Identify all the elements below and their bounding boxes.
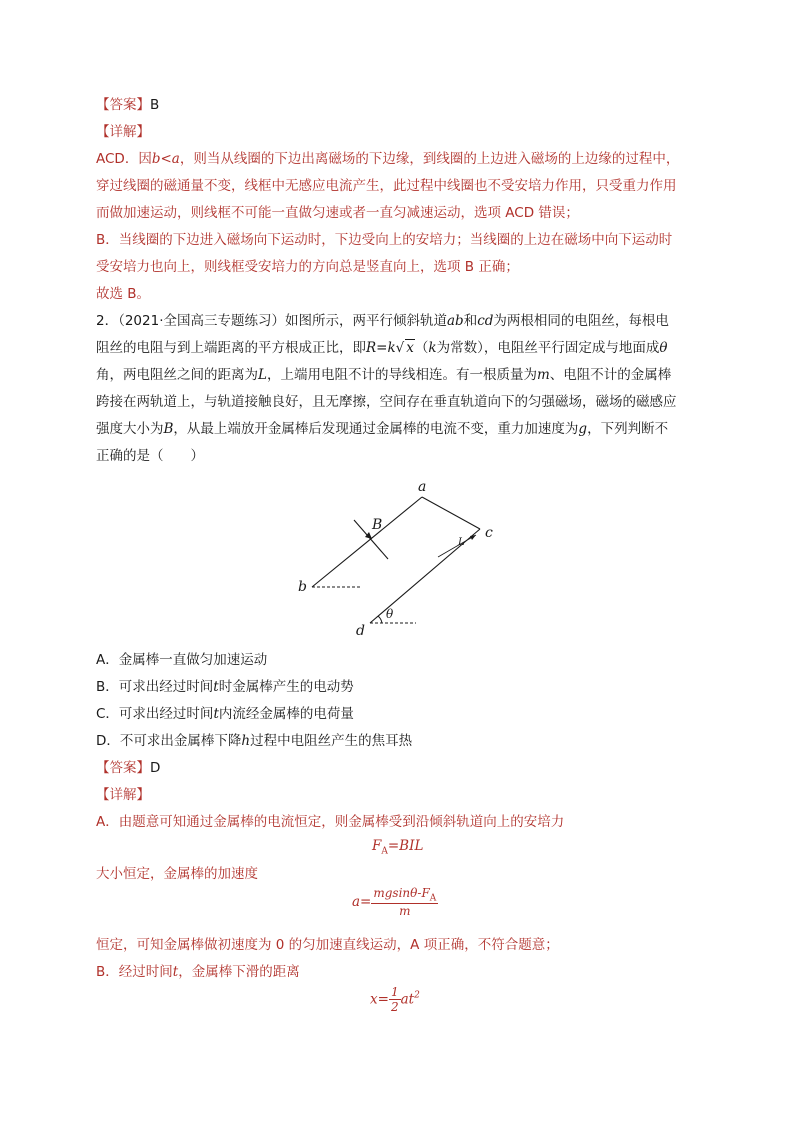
label-theta: θ xyxy=(386,607,394,621)
dimension-line-L xyxy=(438,535,476,557)
angle-arc xyxy=(378,616,382,623)
label-d: d xyxy=(356,623,365,639)
rail-diagram xyxy=(290,475,493,640)
rail-ab xyxy=(312,497,422,587)
label-L: L xyxy=(458,537,465,548)
q1-detail-line-2: 穿过线圈的磁通量不变，线框中无感应电流产生，此过程中线圈也不受安培力作用，只受重力作用 xyxy=(96,178,677,194)
equation-distance: x= $\frac{1}{2}$ $at^2$ xyxy=(370,985,420,1014)
q1-detail-line-3: 而做加速运动，则线框不可能一直做匀速或者一直匀减速运动，选项 ACD 错误； xyxy=(96,205,579,221)
q2-stem-line-4: 跨接在两轨道上，与轨道接触良好，且无摩擦，空间存在垂直轨道向下的匀强磁场，磁场的磁感应 xyxy=(96,394,677,410)
q2-answer xyxy=(96,758,160,778)
option-a: A．金属棒一直做匀加速运动 xyxy=(96,652,268,668)
option-c: C．可求出经过时间t内流经金属棒的电荷量 xyxy=(96,706,354,722)
q1-answer xyxy=(96,95,159,115)
option-b: B．可求出经过时间t时金属棒产生的电动势 xyxy=(96,679,354,695)
q2-stem-line-3: 角，两电阻丝之间的距离为L，上端用电阻不计的导线相连。有一根质量为m、电阻不计的金属棒 xyxy=(96,367,672,383)
answer-value: B xyxy=(150,97,160,113)
top-wire-ac xyxy=(422,497,480,529)
field-line xyxy=(354,520,388,559)
q2-detail-a2: 大小恒定，金属棒的加速度 xyxy=(96,866,258,882)
q1-detail-line-5: 受安培力也向上，则线框受安培力的方向总是竖直向上，选项 B 正确； xyxy=(96,259,519,275)
q2-detail-a3: 恒定，可知金属棒做初速度为 0 的匀加速直线运动，A 项正确，不符合题意； xyxy=(96,937,559,953)
q1-detail-line-6: 故选 B。 xyxy=(96,286,151,302)
q2-detail-a1: A．由题意可知通过金属棒的电流恒定，则金属棒受到沿倾斜轨道向上的安培力 xyxy=(96,814,565,830)
answer-value: D xyxy=(150,760,161,776)
equation-ampere-force: $F_A=BIL$ xyxy=(372,838,424,857)
answer-label: 【答案】 xyxy=(96,97,150,113)
q2-stem-line-1: 2．（2021·全国高三专题练习）如图所示，两平行倾斜轨道ab和cd为两根相同的电阻丝，每根电 xyxy=(96,313,669,329)
equation-acceleration: a= $\frac{mgsin\theta-F_A}{m}$ xyxy=(352,886,437,919)
q2-stem-line-5: 强度大小为B，从最上端放开金属棒后发现通过金属棒的电流不变，重力加速度为g，下列判断不 xyxy=(96,421,669,437)
dimension-arrow-L xyxy=(470,535,476,540)
q2-detail-b1: B．经过时间t，金属棒下滑的距离 xyxy=(96,964,300,980)
label-c: c xyxy=(485,525,493,541)
q1-detail-label: 【详解】 xyxy=(96,124,150,140)
q2-stem-line-6: 正确的是（ ） xyxy=(96,448,204,464)
answer-label: 【答案】 xyxy=(96,760,150,776)
label-a: a xyxy=(418,479,427,495)
q2-stem-line-2: 阻丝的电阻与到上端距离的平方根成正比，即R=k√ x（k为常数），电阻丝平行固定成与地面成θ xyxy=(96,340,668,356)
q2-detail-label: 【详解】 xyxy=(96,787,150,803)
q1-detail-line-1: ACD．因b<a，则当从线圈的下边出离磁场的下边缘，到线圈的上边进入磁场的上边缘的过程中， xyxy=(96,151,680,167)
label-b: b xyxy=(298,579,307,595)
label-B: B xyxy=(372,517,383,533)
option-d: D．不可求出金属棒下降h过程中电阻丝产生的焦耳热 xyxy=(96,733,413,749)
q1-detail-line-4: B．当线圈的下边进入磁场向下运动时，下边受向上的安培力；当线圈的上边在磁场中向下运动时 xyxy=(96,232,673,248)
